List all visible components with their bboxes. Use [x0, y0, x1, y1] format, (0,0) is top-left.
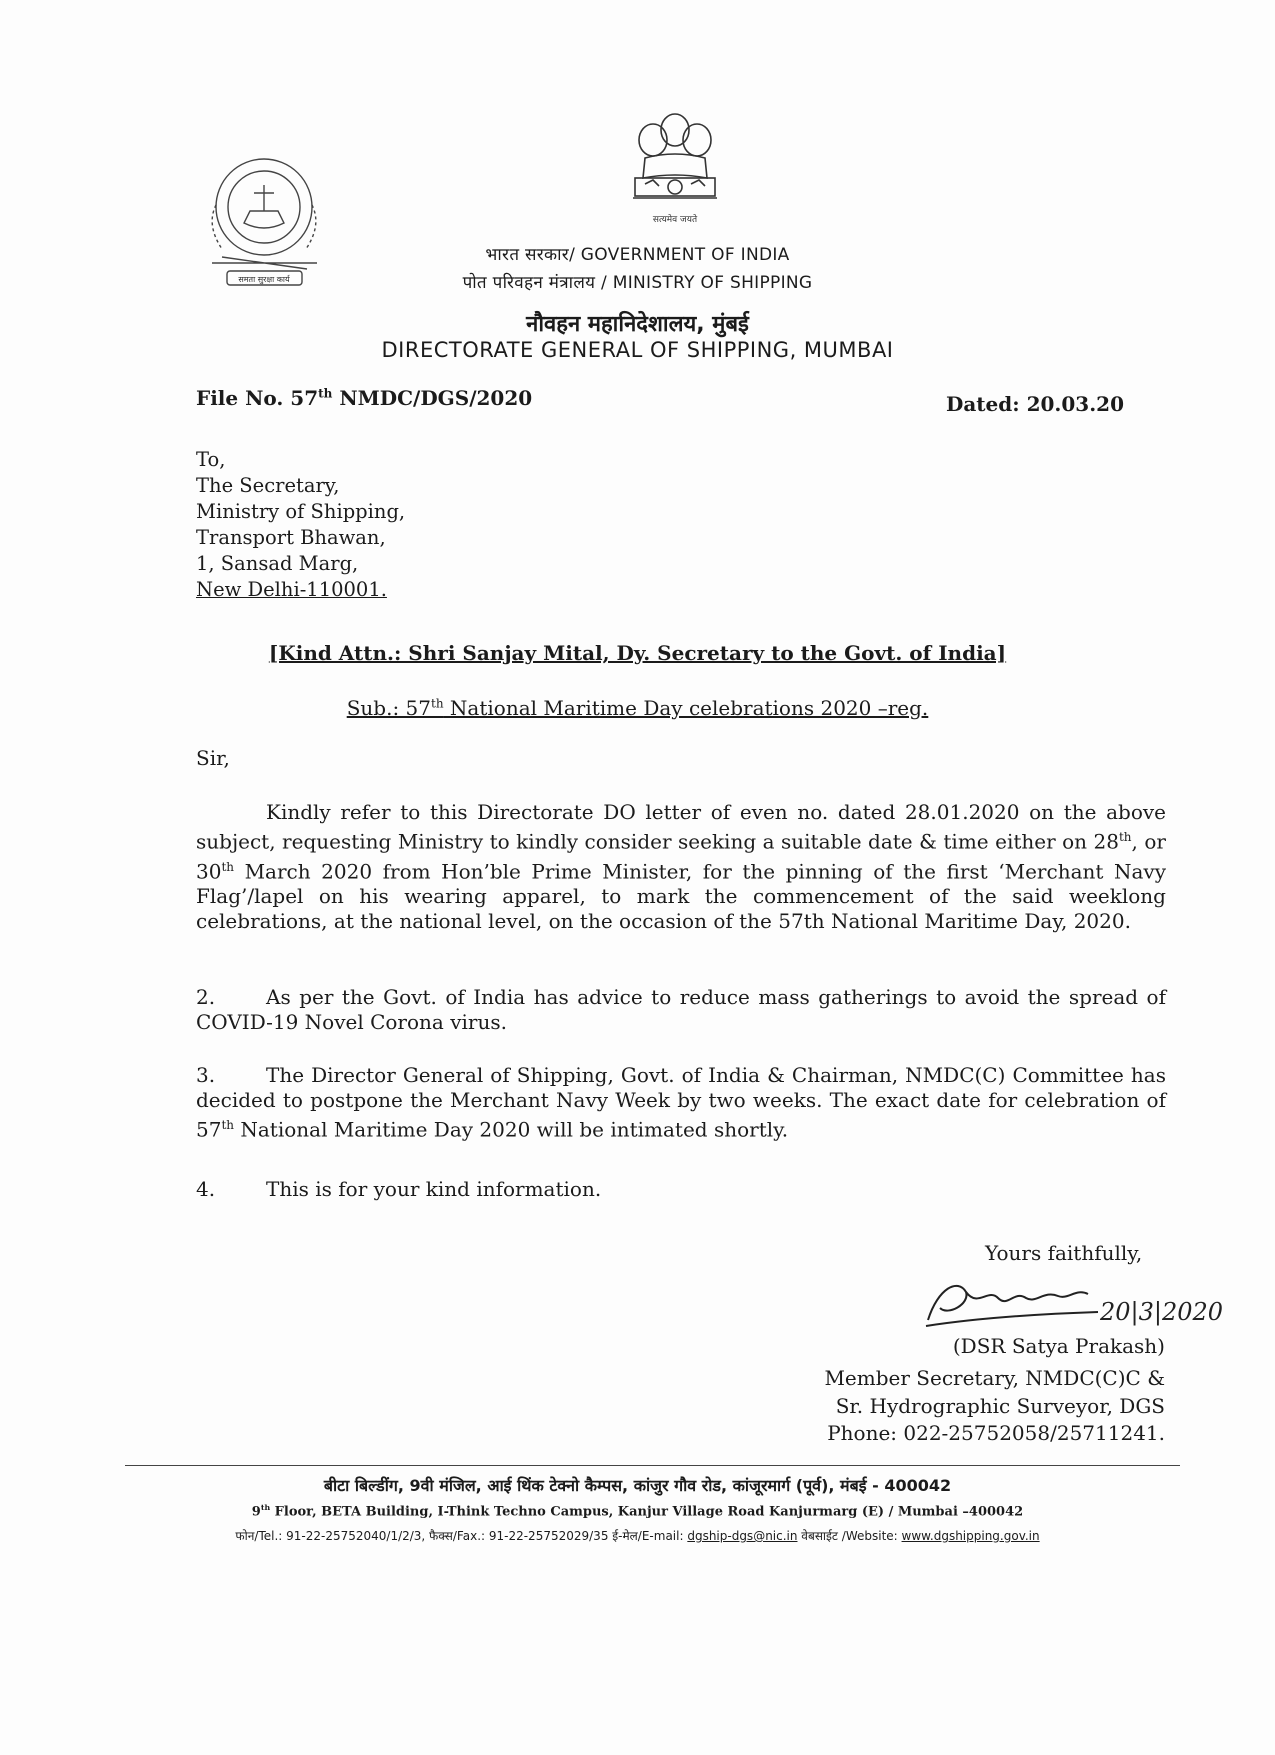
address-to: To, [196, 448, 226, 471]
recipient-address [196, 447, 405, 603]
salutation: Sir, [196, 746, 230, 770]
paragraph-1: Kindly refer to this Directorate DO letter of even no. dated 28.01.2020 on the above subject, requesting Ministry to kindly consider seeking a suitable date & time either on 28th, or 30th March 2020 from Hon’ble Prime Minister, for the pinning of the first ‘Merchant Navy Flag’/lapel on his wearing apparel, to mark the commencement of the said weeklong celebrations, at the national level, on the occasion of the 57th National Maritime Day, 2020. [196, 800, 1166, 934]
signatory-phone: Phone: 022-25752058/25711241. [827, 1421, 1165, 1445]
header-directorate-english: DIRECTORATE GENERAL OF SHIPPING, MUMBAI [381, 338, 894, 362]
address-line: The Secretary, [196, 474, 340, 497]
emblem-motto: सत्यमेव जयते [652, 215, 698, 225]
signatory-designation: Member Secretary, NMDC(C)C & [824, 1366, 1165, 1390]
file-number: File No. 57th NMDC/DGS/2020 [196, 386, 533, 410]
national-emblem-icon [615, 100, 735, 235]
email-link[interactable]: dgship-dgs@nic.in [687, 1529, 798, 1543]
header-directorate-hindi: नौवहन महानिदेशालय, मुंबई [526, 312, 749, 337]
footer-divider [125, 1465, 1180, 1466]
address-line: Transport Bhawan, [196, 526, 386, 549]
header-government: भारत सरकार/ GOVERNMENT OF INDIA [485, 245, 790, 265]
subject-line: Sub.: 57th National Maritime Day celebrations 2020 –reg. [346, 696, 929, 720]
signatory-name: (DSR Satya Prakash) [952, 1334, 1165, 1358]
address-city: New Delhi-110001. [196, 578, 387, 601]
footer-contact: फोन/Tel.: 91-22-25752040/1/2/3, फैक्स/Fax.: 91-22-25752029/35 ई-मेल/E-mail: dgship-dgs@nic.in वेबसाईट /Website: www.dgshipping.gov.in [235, 1529, 1040, 1543]
address-line: 1, Sansad Marg, [196, 552, 359, 575]
footer-address-hindi: बीटा बिल्डींग, 9वी मंजिल, आई थिंक टेक्नो कैम्पस, कांजुर गौव रोड, कांजूरमार्ग (पूर्व), मंबई - 400042 [323, 1476, 952, 1495]
closing: Yours faithfully, [985, 1241, 1143, 1265]
seal-motto: समता सुरक्षा कार्य [238, 275, 290, 284]
footer-address-english: 9th Floor, BETA Building, I-Think Techno Campus, Kanjur Village Road Kanjurmarg (E) / Mumbai –400042 [251, 1503, 1024, 1520]
header-ministry: पोत परिवहन मंत्रालय / MINISTRY OF SHIPPING [462, 273, 813, 293]
paragraph-4: 4. This is for your kind information. [196, 1177, 602, 1201]
paragraph-3: 3. The Director General of Shipping, Govt. of India & Chairman, NMDC(C) Committee has decided to postpone the Merchant Navy Week by two weeks. The exact date for celebration of 57th National Maritime Day 2020 will be intimated shortly. [196, 1063, 1166, 1142]
signatory-designation-2: Sr. Hydrographic Surveyor, DGS [835, 1394, 1165, 1418]
kind-attention: [Kind Attn.: Shri Sanjay Mital, Dy. Secretary to the Govt. of India] [268, 641, 1007, 665]
handwritten-signature-icon [918, 1268, 1238, 1338]
letter-date: Dated: 20.03.20 [946, 392, 1125, 416]
signature-date: 20|3|2020 [1100, 1298, 1224, 1326]
website-link[interactable]: www.dgshipping.gov.in [901, 1529, 1040, 1543]
address-line: Ministry of Shipping, [196, 500, 406, 523]
paragraph-2: 2. As per the Govt. of India has advice to reduce mass gatherings to avoid the spread of COVID-19 Novel Corona virus. [196, 985, 1166, 1034]
